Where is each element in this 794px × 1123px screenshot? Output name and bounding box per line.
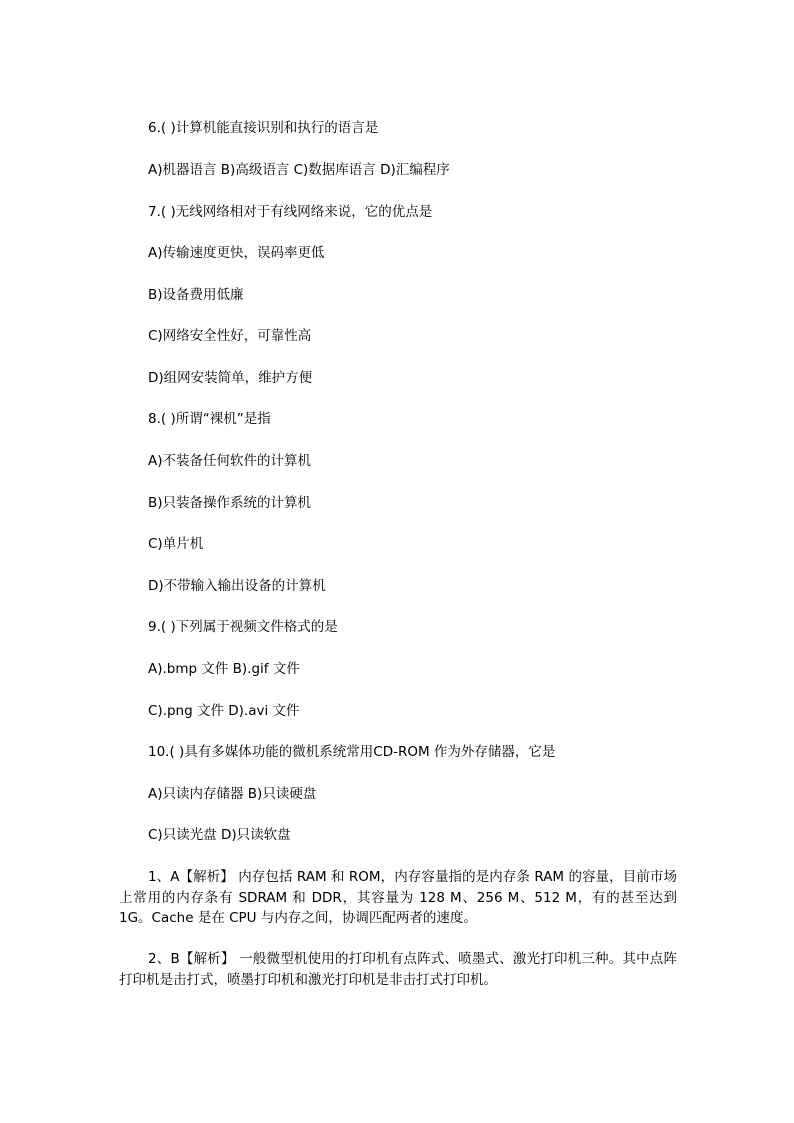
question-6-options: A)机器语言 B)高级语言 C)数据库语言 D)汇编程序 bbox=[148, 162, 450, 178]
question-8-option-d: D)不带输入输出设备的计算机 bbox=[148, 578, 326, 594]
question-8-option-c: C)单片机 bbox=[148, 536, 204, 552]
question-10-options-cd: C)只读光盘 D)只读软盘 bbox=[148, 827, 291, 843]
question-7-stem: 7.( )无线网络相对于有线网络来说，它的优点是 bbox=[148, 204, 433, 220]
question-8-stem: 8.( )所谓“裸机”是指 bbox=[148, 411, 271, 427]
question-8-option-a: A)不装备任何软件的计算机 bbox=[148, 453, 312, 469]
question-8-option-b: B)只装备操作系统的计算机 bbox=[148, 495, 312, 511]
analysis-1: 1、A【解析】 内存包括 RAM 和 ROM，内存容量指的是内存条 RAM 的容量，目前市场上常用的内存条有 SDRAM 和 DDR，其容量为 128 M、256 M、512 M，有的甚至达到 1G。Cache 是在 CPU 与内存之间，协调匹配两者的速度。 bbox=[119, 869, 677, 926]
analysis-2: 2、B【解析】 一般微型机使用的打印机有点阵式、喷墨式、激光打印机三种。其中点阵打印机是击打式，喷墨打印机和激光打印机是非击打式打印机。 bbox=[119, 951, 677, 988]
question-10-options-ab: A)只读内存储器 B)只读硬盘 bbox=[148, 786, 317, 802]
question-7-option-c: C)网络安全性好，可靠性高 bbox=[148, 328, 312, 344]
question-10-stem: 10.( )具有多媒体功能的微机系统常用CD-ROM 作为外存储器，它是 bbox=[148, 744, 556, 760]
question-9-options-ab: A).bmp 文件 B).gif 文件 bbox=[148, 661, 300, 677]
question-7-option-d: D)组网安装简单，维护方便 bbox=[148, 370, 313, 386]
question-6-stem: 6.( )计算机能直接识别和执行的语言是 bbox=[148, 120, 379, 136]
question-7-option-b: B)设备费用低廉 bbox=[148, 287, 244, 303]
question-7-option-a: A)传输速度更快，误码率更低 bbox=[148, 245, 325, 261]
question-9-options-cd: C).png 文件 D).avi 文件 bbox=[148, 703, 300, 719]
question-9-stem: 9.( )下列属于视频文件格式的是 bbox=[148, 619, 338, 635]
